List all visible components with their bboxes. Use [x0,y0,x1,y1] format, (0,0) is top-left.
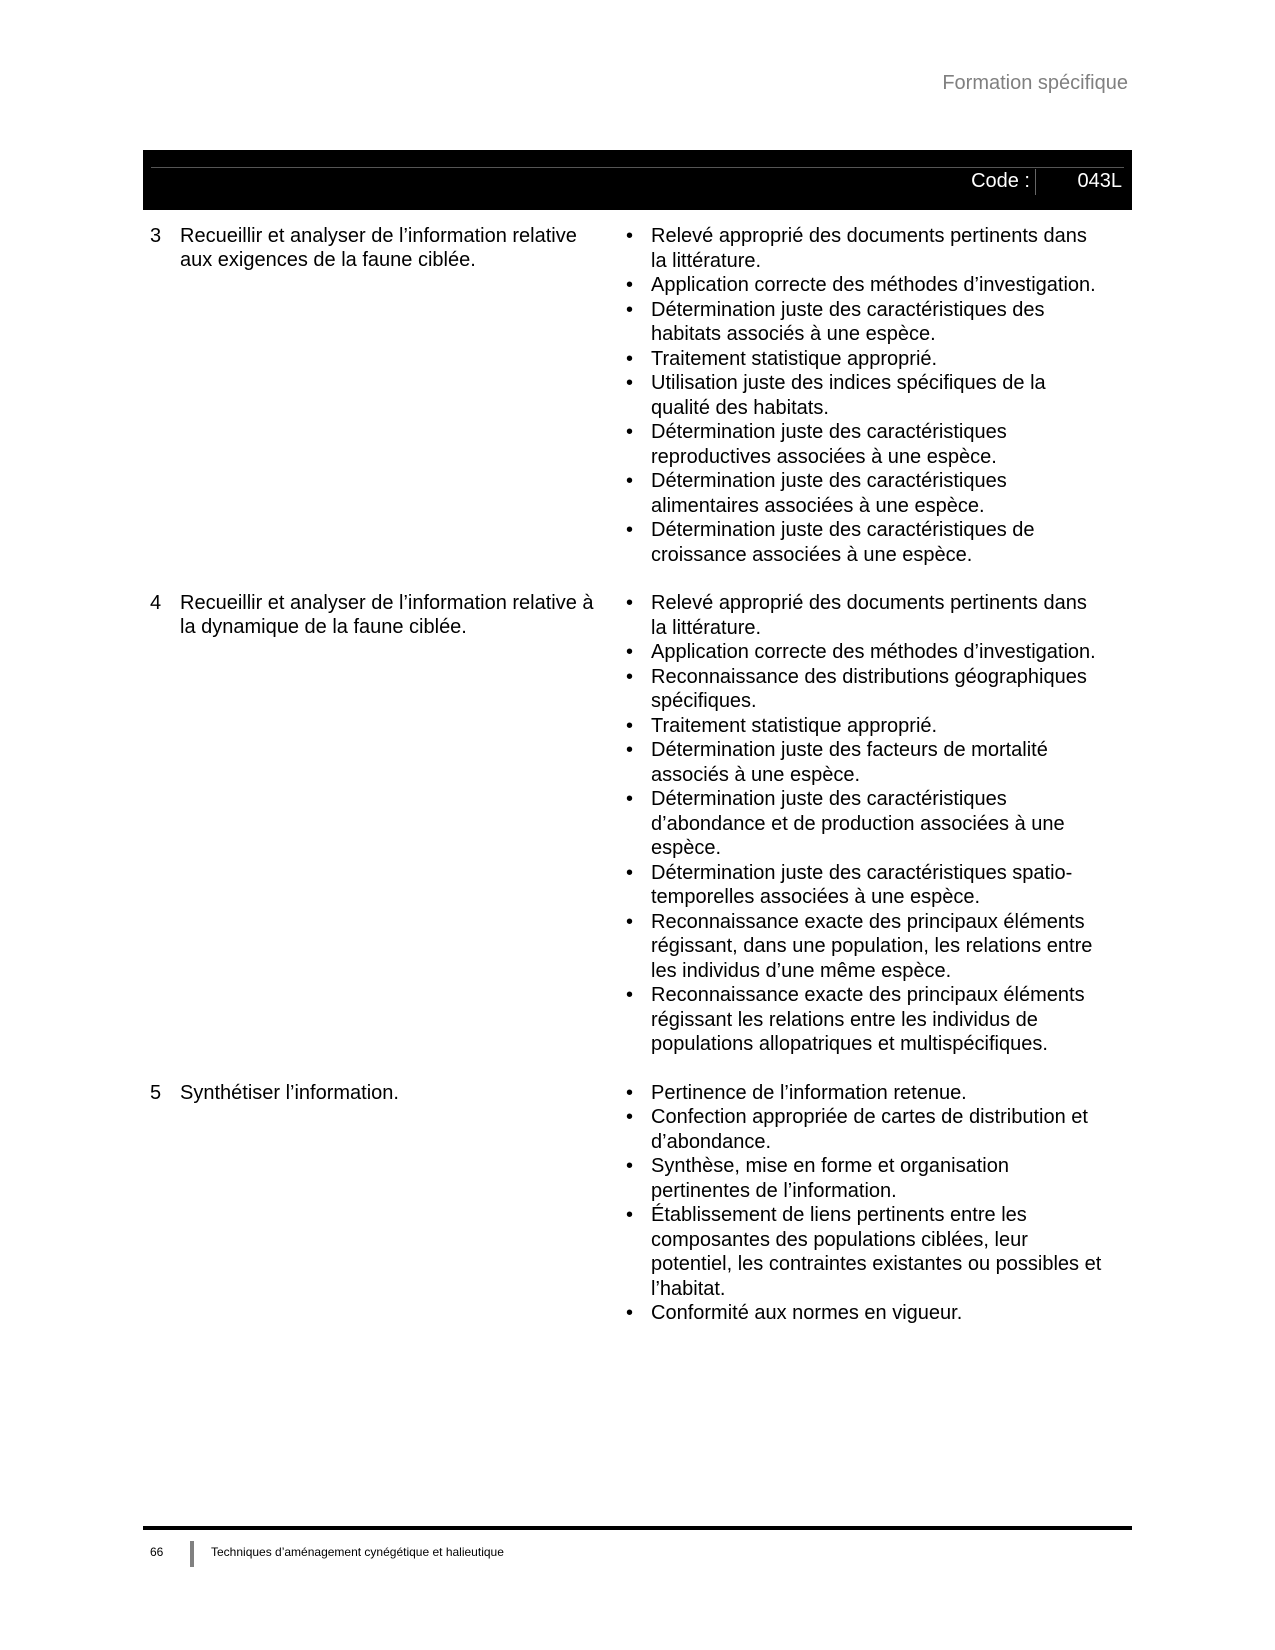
criteria-text: Traitement statistique approprié. [651,347,938,370]
page-number: 66 [150,1545,164,1559]
criteria-item [618,518,1103,567]
criteria-item [618,591,1103,640]
criteria-item [618,298,1103,347]
competency-row [143,224,1132,567]
criteria-item [618,861,1103,910]
criteria-item [618,738,1103,787]
bullet-icon: • [626,788,634,810]
criteria-cell [618,224,1103,567]
criteria-text: Reconnaissance exacte des principaux éléments régissant, dans une population, les relations entre les individus d’une même espèce. [651,910,1093,982]
criteria-text: Détermination juste des caractéristiques d’abondance et de production associées à une espèce. [651,788,1065,859]
criteria-text: Relevé approprié des documents pertinents dans la littérature. [651,592,1087,639]
bullet-icon: • [626,225,634,247]
criteria-item [618,1105,1103,1154]
bullet-icon: • [626,984,634,1006]
criteria-item [618,787,1103,861]
bullet-icon: • [626,1302,634,1324]
element-number: 5 [150,1081,162,1104]
bullet-icon: • [626,1155,634,1177]
competency-row [143,1081,1132,1326]
competency-rows [143,224,1132,1350]
bullet-icon: • [626,1204,634,1226]
bullet-icon: • [626,714,634,737]
criteria-text: Confection appropriée de cartes de distribution et d’abondance. [651,1106,1088,1153]
bullet-icon: • [626,298,634,321]
criteria-text: Détermination juste des caractéristiques alimentaires associées à une espèce. [651,470,1007,517]
criteria-list [618,1081,1103,1326]
criteria-list [618,591,1103,1057]
bullet-icon: • [626,592,634,614]
element-cell [143,1081,618,1326]
header-rule [151,167,1124,168]
criteria-text: Reconnaissance des distributions géographiques spécifiques. [651,665,1087,712]
code-header-bar [143,150,1132,210]
criteria-text: Détermination juste des caractéristiques reproductives associées à une espèce. [651,421,1007,468]
criteria-item [618,371,1103,420]
section-label: Formation spécifique [942,72,1128,94]
criteria-item [618,640,1103,665]
criteria-text: Conformité aux normes en vigueur. [651,1302,963,1324]
criteria-text: Application correcte des méthodes d’investigation. [651,641,1096,663]
bullet-icon: • [626,519,634,541]
criteria-text: Relevé approprié des documents pertinents dans la littérature. [651,225,1087,272]
footer-rule [143,1526,1132,1530]
element-number: 4 [150,592,162,614]
bullet-icon: • [626,470,634,492]
criteria-item [618,983,1103,1057]
criteria-text: Détermination juste des caractéristiques de croissance associées à une espèce. [651,519,1035,566]
element-number: 3 [150,225,162,247]
criteria-item [618,1203,1103,1301]
element-cell [143,224,618,567]
criteria-text: Détermination juste des caractéristiques spatio-temporelles associées à une espèce. [651,861,1073,908]
criteria-item [618,1081,1103,1106]
criteria-text: Établissement de liens pertinents entre les composantes des populations ciblées, leur potentiel, les contraintes existantes ou possibles et l’habitat. [651,1204,1102,1300]
criteria-text: Détermination juste des facteurs de mortalité associés à une espèce. [651,739,1048,786]
criteria-item [618,1301,1103,1326]
bullet-icon: • [626,372,634,394]
criteria-item [618,273,1103,298]
criteria-item [618,224,1103,273]
criteria-list [618,224,1103,567]
footer-title: Techniques d’aménagement cynégétique et halieutique [211,1545,504,1559]
bullet-icon: • [626,641,634,663]
criteria-item [618,910,1103,984]
criteria-text: Pertinence de l’information retenue. [651,1081,967,1104]
element-text: Recueillir et analyser de l’information relative à la dynamique de la faune ciblée. [180,592,594,638]
element-text: Synthétiser l’information. [180,1081,399,1104]
criteria-text: Traitement statistique approprié. [651,714,938,737]
criteria-item [618,469,1103,518]
criteria-text: Utilisation juste des indices spécifiques de la qualité des habitats. [651,372,1046,419]
bullet-icon: • [626,1081,634,1104]
criteria-cell [618,1081,1103,1326]
criteria-item [618,420,1103,469]
competency-row [143,591,1132,1057]
criteria-item [618,347,1103,372]
criteria-item [618,665,1103,714]
code-value: 043L [1077,170,1122,192]
element-text: Recueillir et analyser de l’information relative aux exigences de la faune ciblée. [180,225,577,271]
bullet-icon: • [626,739,634,761]
criteria-text: Application correcte des méthodes d’investigation. [651,274,1096,296]
criteria-cell [618,591,1103,1057]
bullet-icon: • [626,665,634,688]
criteria-text: Synthèse, mise en forme et organisation pertinentes de l’information. [651,1155,1009,1202]
element-cell [143,591,618,1057]
bullet-icon: • [626,421,634,443]
code-separator [1035,169,1036,195]
criteria-item [618,714,1103,739]
criteria-text: Reconnaissance exacte des principaux éléments régissant les relations entre les individus de populations allopatriques et multispécifiques. [651,984,1085,1055]
code-label: Code : [971,170,1030,192]
bullet-icon: • [626,910,634,933]
bullet-icon: • [626,1106,634,1128]
footer-separator [190,1541,194,1567]
bullet-icon: • [626,347,634,370]
bullet-icon: • [626,274,634,296]
bullet-icon: • [626,861,634,884]
criteria-text: Détermination juste des caractéristiques des habitats associés à une espèce. [651,298,1045,345]
criteria-item [618,1154,1103,1203]
